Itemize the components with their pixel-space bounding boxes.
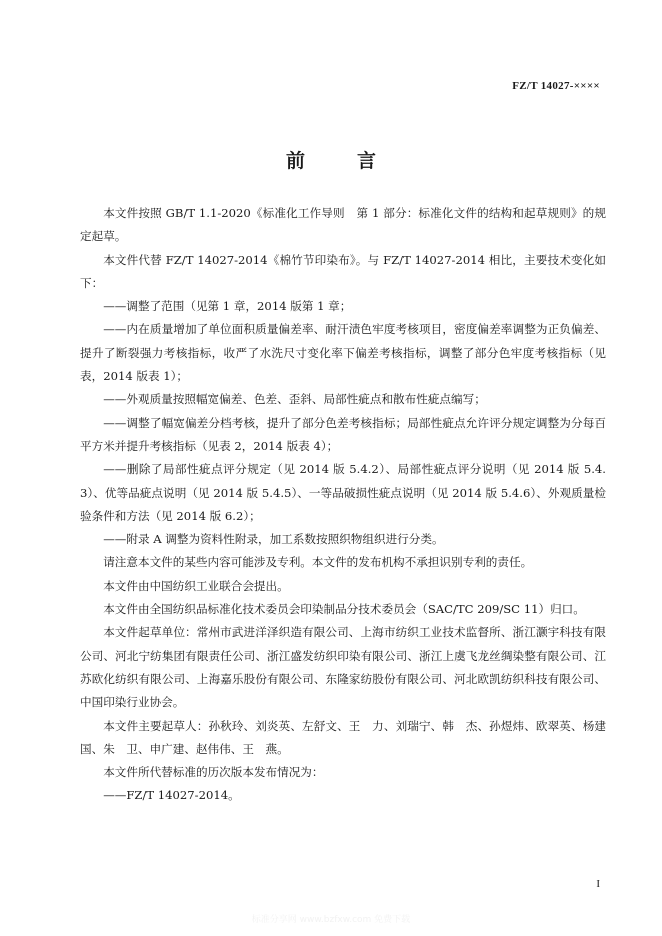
change-item-annex-a: ——附录 A 调整为资料性附录，加工系数按照织物组织进行分类。 [103,532,444,547]
previous-edition-item: ——FZ/T 14027-2014。 [103,788,240,803]
paragraph-patent-notice: 请注意本文件的某些内容可能涉及专利。本文件的发布机构不承担识别专利的责任。 [103,555,533,570]
change-item-deletions: ——删除了局部性疵点评分规定（见 2014 版 5.4.2）、局部性疵点评分说明（见 2014 版 5.4.3）、优等品疵点说明（见 2014 版 5.4.5）、一等品破损性疵点说明（见 2014 版 5.4.6）、外观质量检验条件和方法（见 2014 版 6.2）； [80,462,606,523]
paragraph-proposed-by: 本文件由中国纺织工业联合会提出。 [103,578,289,593]
change-item-appearance: ——外观质量按照幅宽偏差、色差、歪斜、局部性疵点和散布性疵点编写； [103,392,486,407]
page-number: I [596,878,600,890]
change-item-width-deviation: ——调整了幅宽偏差分档考核，提升了部分色差考核指标；局部性疵点允许评分规定调整为分每百平方米并提升考核指标（见表 2，2014 版表 4）； [80,415,606,453]
paragraph-drafting-units: 本文件起草单位：常州市武进洋泽织造有限公司、上海市纺织工业技术监督所、浙江灏宇科技有限公司、河北宁纺集团有限责任公司、浙江盛发纺织印染有限公司、浙江上虞飞龙丝绸染整有限公司、江苏欧化纺织有限公司、上海嘉乐股份有限公司、东隆家纺股份有限公司、河北欧凯纺织科技有限公司、中国印染行业协会。 [80,625,606,710]
paragraph-drafters: 本文件主要起草人：孙秋玲、刘炎英、左舒文、王 力、刘瑞宁、韩 杰、孙煜炜、欧翠英、杨建国、朱 卫、申广建、赵伟伟、王 燕。 [80,718,606,756]
title-char-1: 前 [285,150,305,172]
change-item-intrinsic-quality: ——内在质量增加了单位面积质量偏差率、耐汗渍色牢度考核项目，密度偏差率调整为正负偏差、提升了断裂强力考核指标，收严了水洗尺寸变化率下偏差考核指标，调整了部分色牢度考核指标（见表，2014 版表 1）； [80,322,606,384]
paragraph-drafting-rules: 本文件按照 GB/T 1.1-2020《标准化工作导则 第 1 部分：标准化文件的结构和起草规则》的规定起草。 [80,206,606,244]
paragraph-replaces: 本文件代替 FZ/T 14027-2014《棉竹节印染布》。与 FZ/T 14027-2014 相比，主要技术变化如下： [80,252,606,290]
paragraph-previous-editions: 本文件所代替标准的历次版本发布情况为： [103,765,324,780]
title-char-2: 言 [357,150,377,172]
watermark-text: 标准分享网 www.bzfxw.com 免费下载 [251,915,411,925]
foreword-body [80,202,606,808]
standard-code: FZ/T 14027-×××× [512,80,600,92]
page-title [0,146,662,173]
paragraph-under-jurisdiction: 本文件由全国纺织品标准化技术委员会印染制品分技术委员会（SAC/TC 209/SC 11）归口。 [103,602,585,617]
change-item-scope: ——调整了范围（见第 1 章，2014 版第 1 章； [103,299,352,314]
